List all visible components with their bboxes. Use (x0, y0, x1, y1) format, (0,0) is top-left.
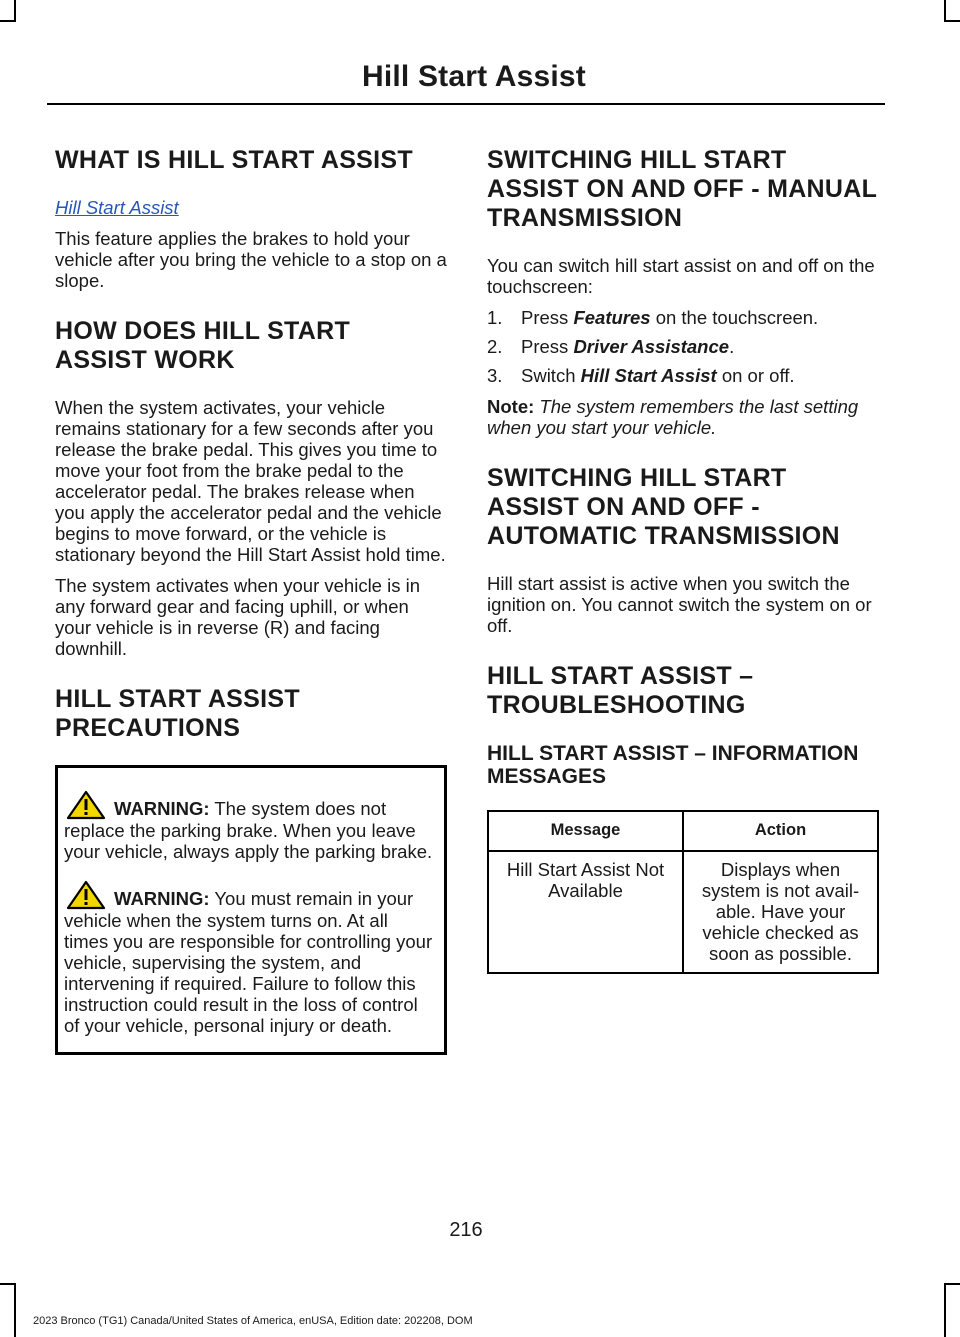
auto-body: Hill start assist is active when you switch the ignition on. You cannot switch the system on or off. (487, 573, 872, 636)
header-divider (47, 103, 885, 105)
warning-box (55, 765, 447, 1055)
hill-start-assist-link[interactable]: Hill Start Assist (55, 197, 179, 218)
section-heading-troubleshooting: HILL START ASSIST – TROUBLESHOOTING (487, 662, 754, 719)
column-header-action: Action (683, 811, 878, 851)
warning-triangle-icon (66, 790, 106, 820)
crop-mark (944, 1283, 960, 1285)
section-heading-precautions: HILL START ASSIST PRECAUTIONS (55, 685, 300, 742)
ui-term: Features (573, 307, 651, 328)
section-heading-manual: SWITCHING HILL START ASSIST ON AND OFF - MANUAL TRANSMISSION (487, 146, 877, 232)
right-column (487, 146, 879, 974)
list-item: 2. Press Driver Assistance. (487, 336, 735, 357)
warning-label: WARNING: (114, 888, 210, 909)
list-item: 3. Switch Hill Start Assist on or off. (487, 365, 795, 386)
section-heading-how: HOW DOES HILL START ASSIST WORK (55, 317, 351, 374)
crop-mark (944, 20, 960, 22)
column-header-message: Message (488, 811, 683, 851)
how-body-2: The system activates when your vehicle is in any forward gear and facing uphill, or when your vehicle is in reverse (R) and facing downhill. (55, 575, 421, 659)
warning-text: The system does not replace the parking brake. When you leave your vehicle, always apply the parking brake. (64, 798, 433, 862)
warning-triangle-icon (66, 880, 106, 910)
note: Note: The system remembers the last setting when you start your vehicle. (487, 396, 859, 438)
crop-mark (0, 20, 16, 22)
table-cell-action: Displays when system is not avail-able. Have your vehicle checked as soon as possible. (683, 851, 878, 973)
ui-term: Driver Assistance (573, 336, 730, 357)
table-cell-message: Hill Start Assist Not Available (488, 851, 683, 973)
warning-text: You must remain in your vehicle when the system turns on. At all times you are responsible for controlling your vehicle, supervising the system, and intervening if required. Failure to follow this instruction could result in the loss of control of your vehicle, personal injury or death. (64, 888, 433, 1036)
table-row (488, 851, 878, 973)
footer-edition: 2023 Bronco (TG1) Canada/United States of America, enUSA, Edition date: 202208, DOM (33, 1315, 473, 1327)
section-heading-info-messages: HILL START ASSIST – INFORMATION MESSAGES (487, 742, 859, 788)
page-number: 216 (449, 1219, 483, 1241)
warning-label: WARNING: (114, 798, 210, 819)
crop-mark (14, 0, 16, 20)
steps-list (487, 307, 879, 386)
ui-term: Hill Start Assist (580, 365, 717, 386)
warning-2 (64, 880, 434, 1036)
crop-mark (944, 0, 946, 20)
how-body-1: When the system activates, your vehicle remains stationary for a few seconds after you release the brake pedal. This gives you time to move your foot from the brake pedal to the accelerator pedal. The brakes release when you apply the accelerator pedal and the vehicle begins to move forward, or the vehicle is stationary beyond the Hill Start Assist hold time. (55, 397, 446, 565)
page-title: Hill Start Assist (361, 60, 586, 93)
messages-table (487, 810, 879, 974)
crop-mark (14, 1283, 16, 1337)
section-heading-automatic: SWITCHING HILL START ASSIST ON AND OFF - AUTOMATIC TRANSMISSION (487, 464, 840, 550)
section-heading-what: WHAT IS HILL START ASSIST (55, 146, 413, 174)
warning-1 (64, 790, 434, 862)
left-column (55, 146, 447, 1055)
crop-mark (944, 1283, 946, 1337)
list-item: 1. Press Features on the touchscreen. (487, 307, 819, 328)
manual-intro: You can switch hill start assist on and off on the touchscreen: (487, 255, 875, 297)
what-body: This feature applies the brakes to hold your vehicle after you bring the vehicle to a stop on a slope. (55, 228, 447, 291)
